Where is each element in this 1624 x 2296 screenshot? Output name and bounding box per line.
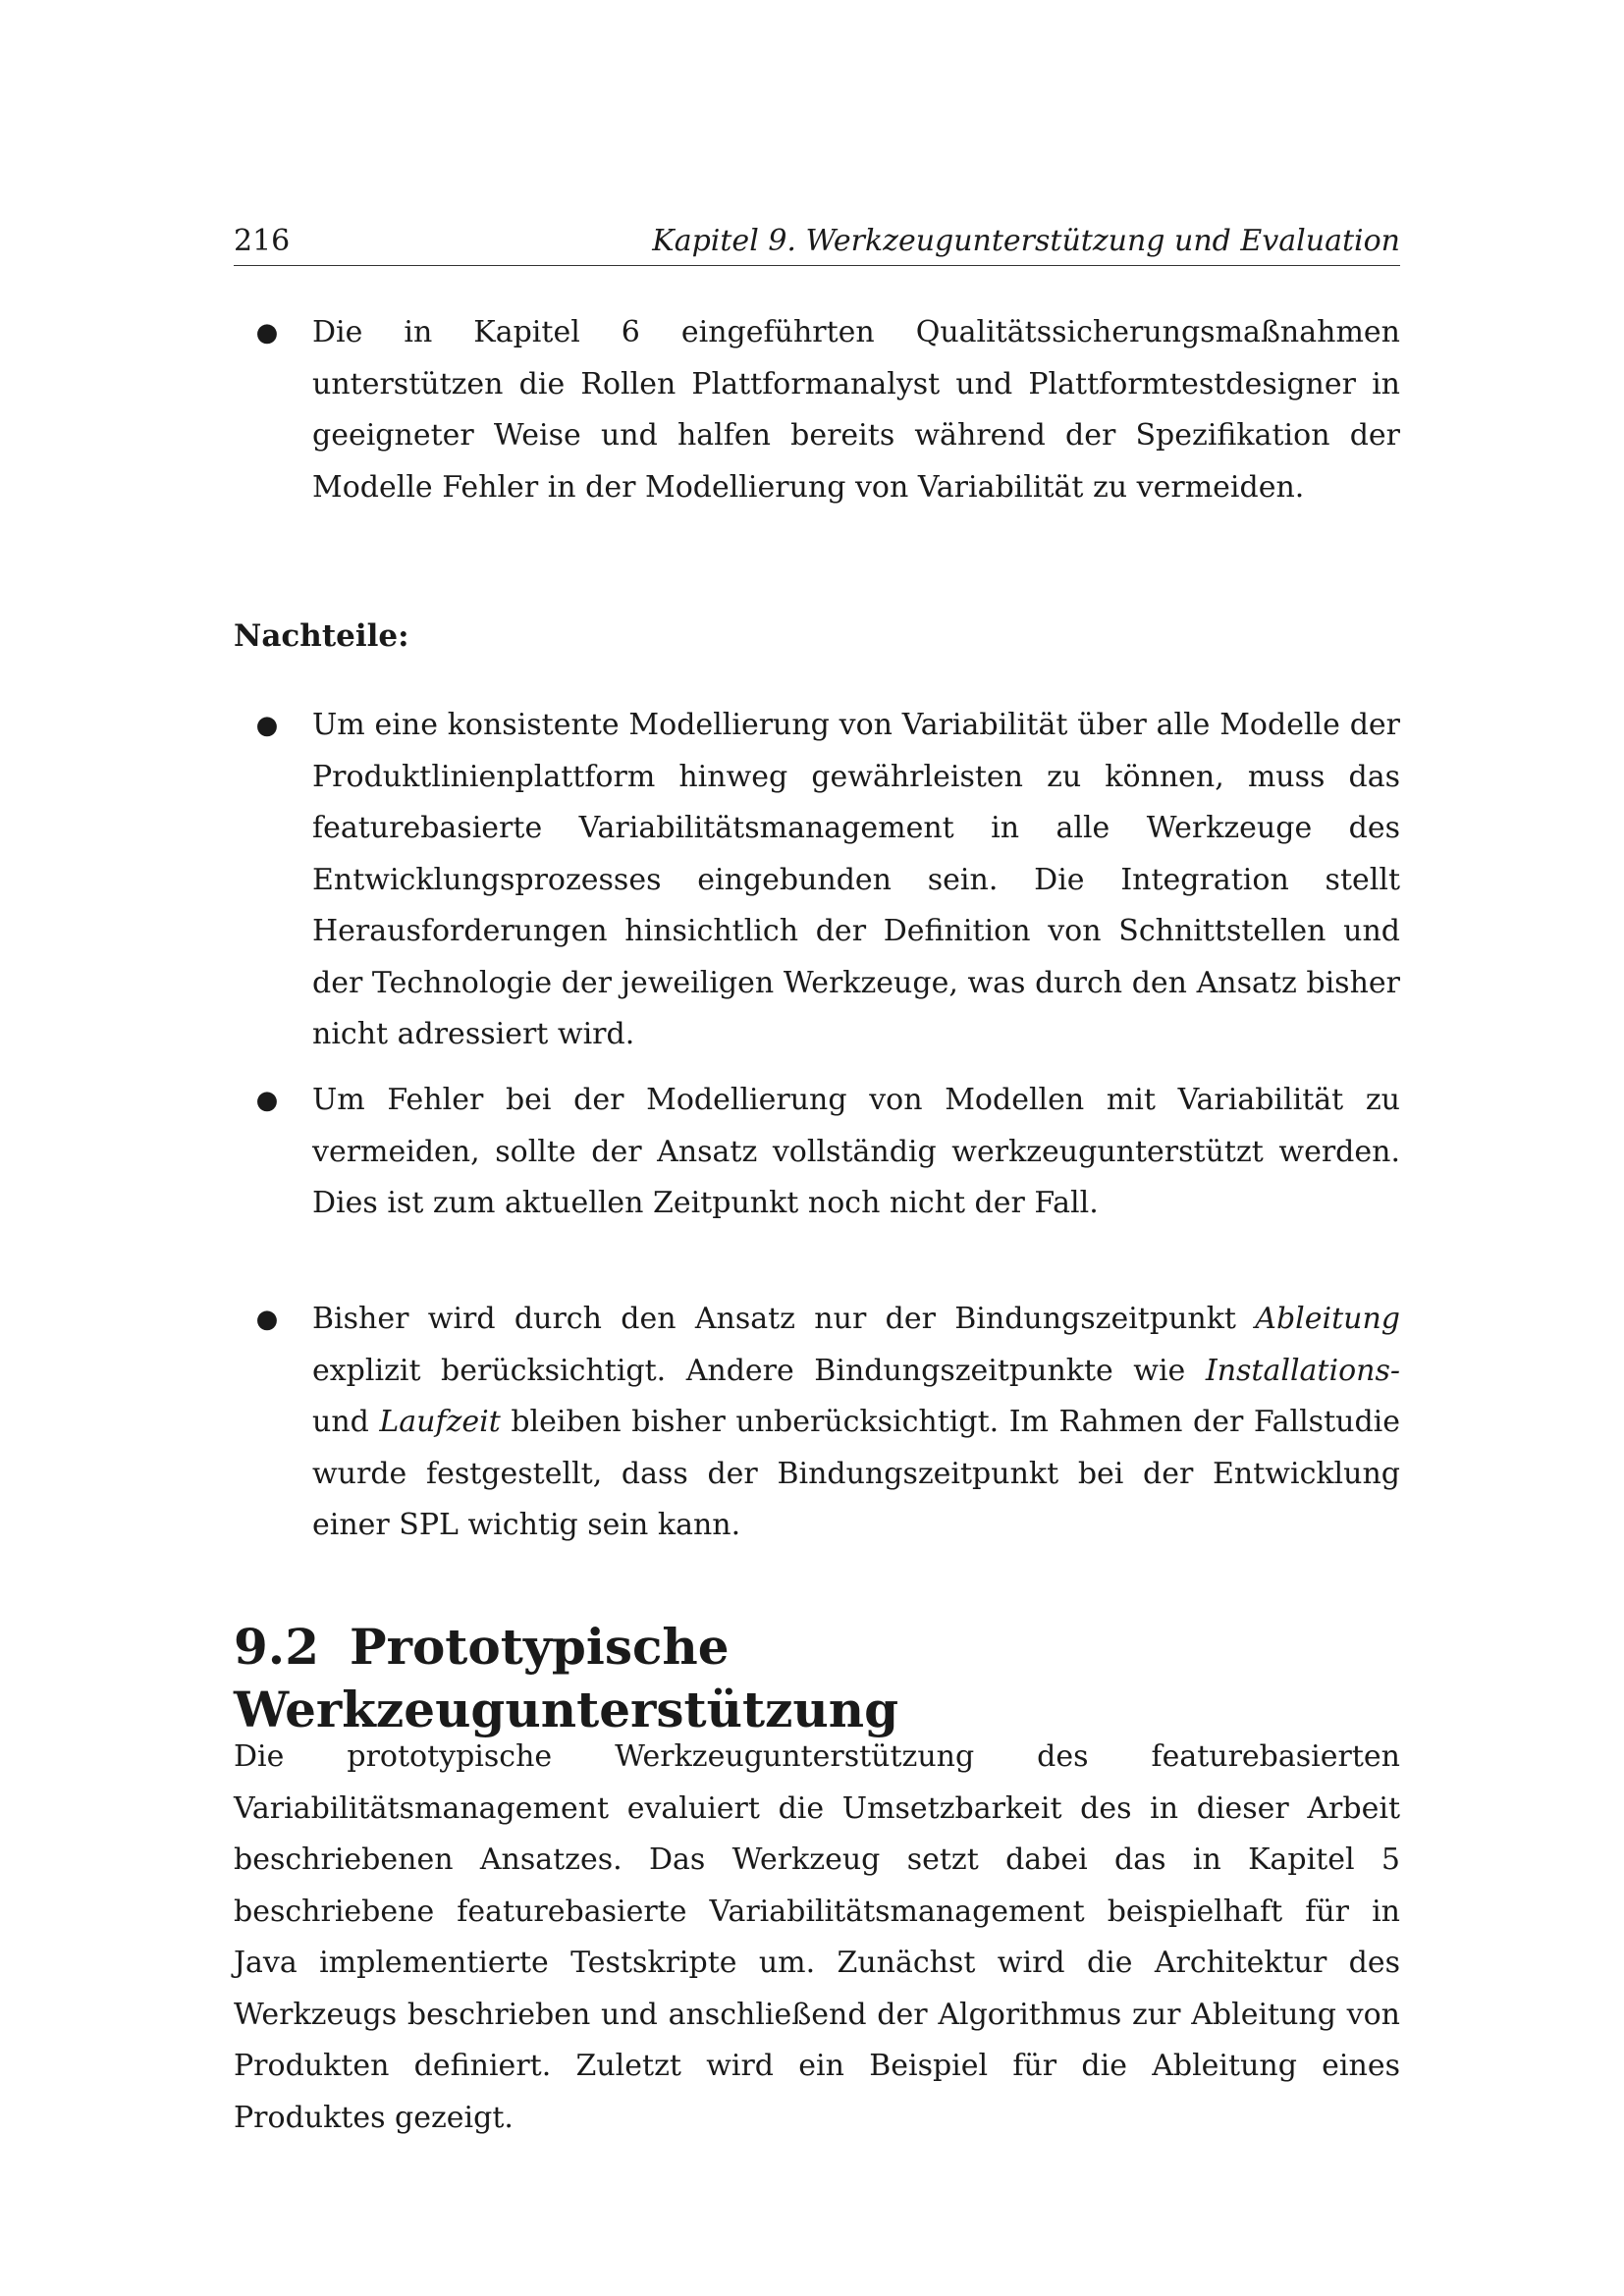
section-number: 9.2 <box>234 1618 319 1676</box>
section-heading <box>234 1616 1400 1741</box>
list-item-text <box>312 1294 1400 1552</box>
emphasis-installations: Installations- <box>1205 1353 1400 1388</box>
chapter-title: Kapitel 9. Werkzeugunterstützung und Evaluation <box>652 224 1400 258</box>
list-item-text: Die in Kapitel 6 eingeführten Qualitätssicherungsmaßnahmen unterstützen die Rollen Plattformanalyst und Plattformtestdesigner in geeigneter Weise und halfen bereits während der Spezifikation der Modelle Fehler in der Modellierung von Variabilität zu vermeiden. <box>312 315 1400 505</box>
bullet-icon: ● <box>255 1305 279 1334</box>
list-item <box>255 1294 1400 1552</box>
list-item-text: Um eine konsistente Modellierung von Variabilität über alle Modelle der Produktlinienplattform hinweg gewährleisten zu können, muss das featurebasierte Variabilitätsmanagement in alle Werkzeuge des Entwicklungsprozesses eingebunden sein. Die Integration stellt Herausforderungen hinsichtlich der Definition von Schnittstellen und der Technologie der jeweiligen Werkzeuge, was durch den Ansatz bisher nicht adressiert wird. <box>312 708 1400 1051</box>
running-header <box>234 218 1400 266</box>
page-number: 216 <box>234 224 291 258</box>
bullet-icon: ● <box>255 711 279 740</box>
bullet-icon: ● <box>255 1086 279 1115</box>
section-title: Prototypische Werkzeugunterstützung <box>234 1618 899 1738</box>
list-item <box>255 700 1400 1061</box>
list-item <box>255 307 1400 513</box>
emphasis-laufzeit: Laufzeit <box>379 1405 501 1439</box>
nachteile-heading: Nachteile: <box>234 618 409 654</box>
emphasis-ableitung: Ableitung <box>1255 1302 1400 1336</box>
section-paragraph: Die prototypische Werkzeugunterstützung des featurebasierten Variabilitätsmanagement evaluiert die Umsetzbarkeit des in dieser Arbeit beschriebenen Ansatzes. Das Werkzeug setzt dabei das in Kapitel 5 beschriebene featurebasierte Variabilitätsmanagement beispielhaft für in Java implementierte Testskripte um. Zunächst wird die Architektur des Werkzeugs beschrieben und anschließend der Algorithmus zur Ableitung von Produkten definiert. Zuletzt wird ein Beispiel für die Ableitung eines Produktes gezeigt. <box>234 1739 1400 2135</box>
text-run: Bisher wird durch den Ansatz nur der Bindungszeitpunkt <box>312 1302 1256 1336</box>
text-run: bleiben bisher unberücksichtigt. Im Rahmen der Fallstudie wurde festgestellt, dass der Bindungszeitpunkt bei der Entwicklung einer SPL wichtig sein kann. <box>312 1405 1400 1542</box>
bullet-icon: ● <box>255 318 279 347</box>
list-item <box>255 1075 1400 1230</box>
text-run: und <box>312 1405 380 1439</box>
list-item-text: Um Fehler bei der Modellierung von Modellen mit Variabilität zu vermeiden, sollte der Ansatz vollständig werkzeugunterstützt werden. Dies ist zum aktuellen Zeitpunkt noch nicht der Fall. <box>312 1083 1400 1220</box>
text-run: explizit berücksichtigt. Andere Bindungszeitpunkte wie <box>312 1353 1206 1388</box>
